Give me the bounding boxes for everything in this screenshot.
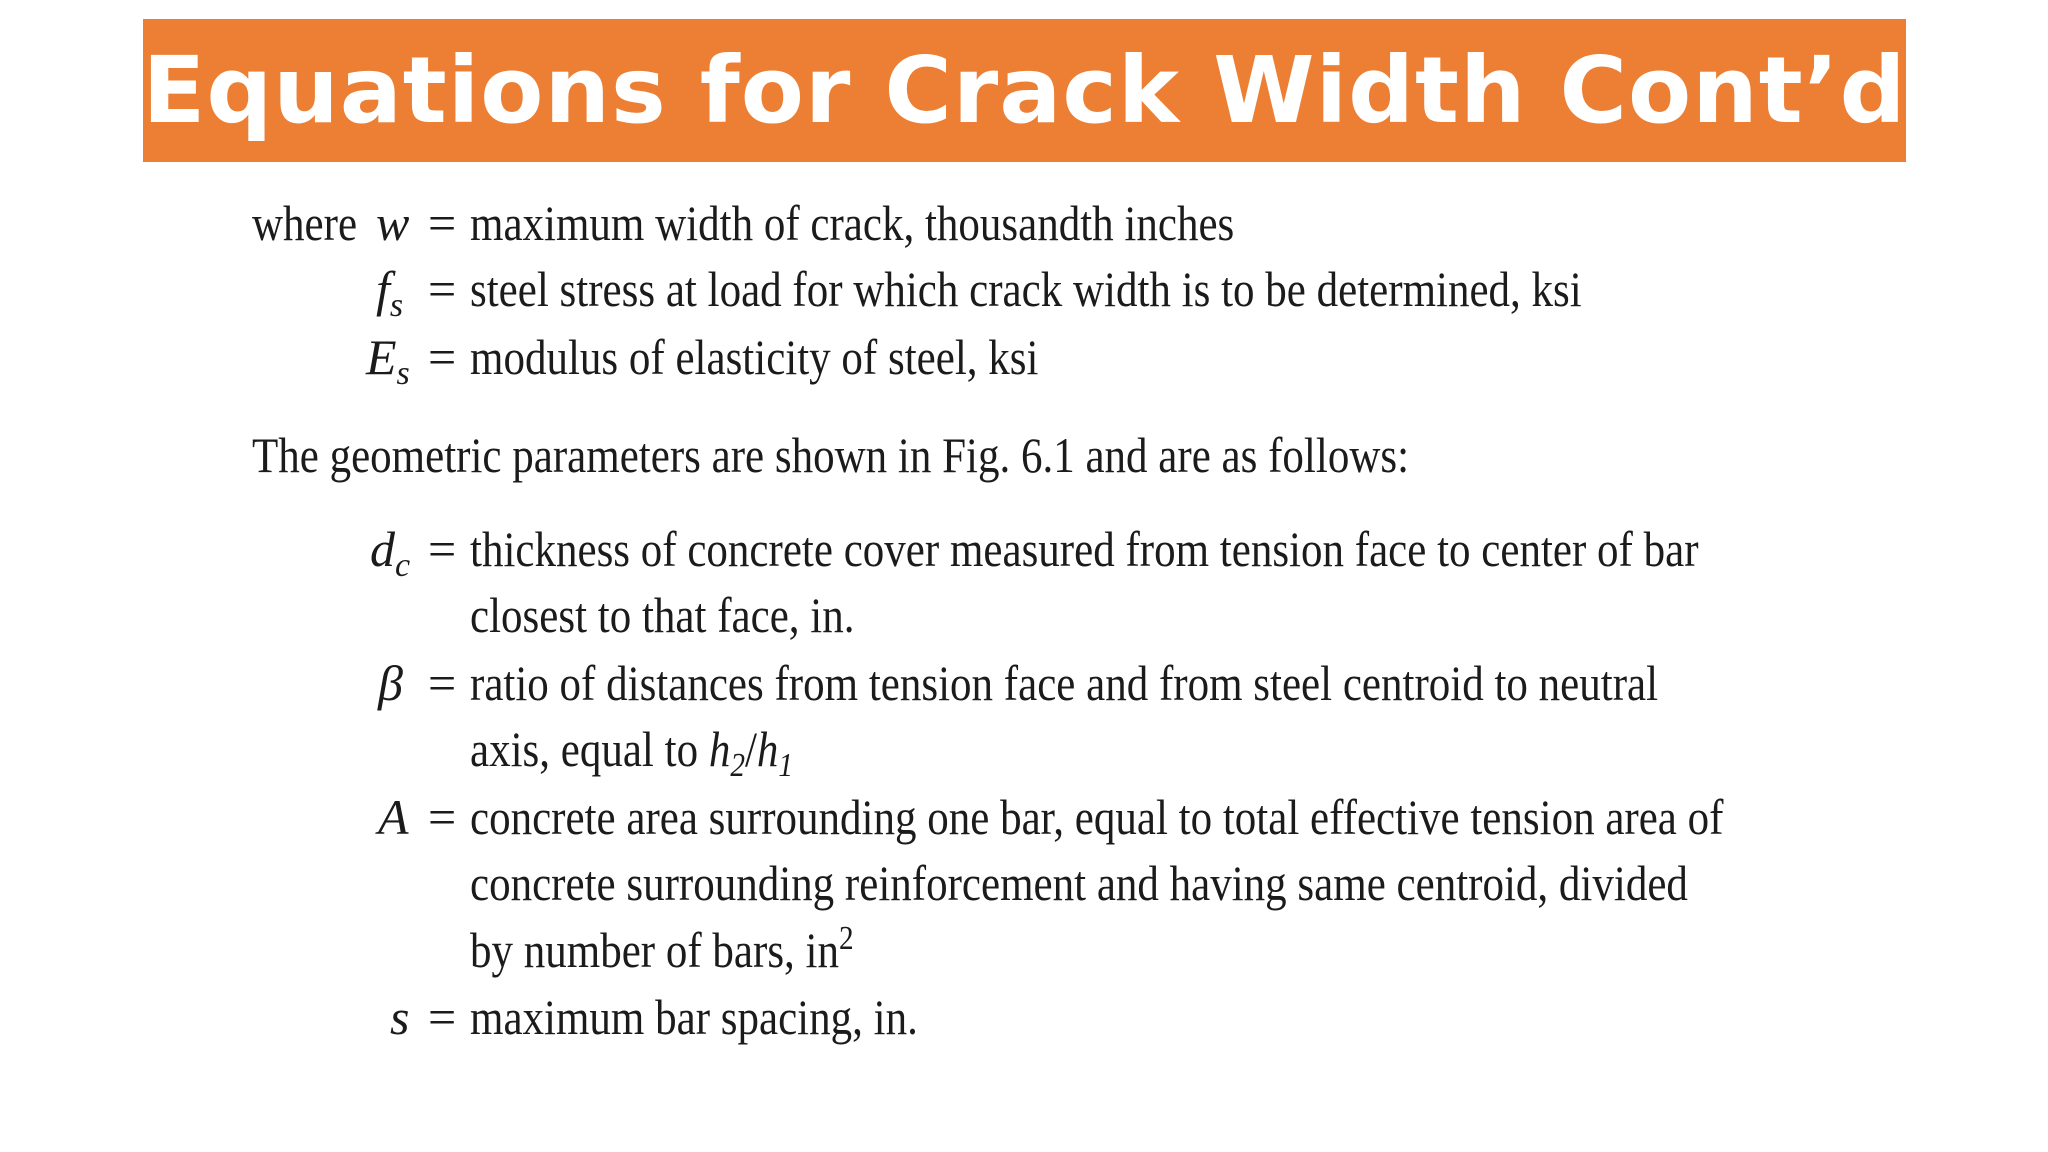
equals-sign: = [428, 989, 457, 1045]
equals-sign: = [428, 195, 457, 251]
ratio-h2: $h_2$ [708, 721, 745, 784]
symbol-s: s [390, 989, 410, 1045]
definition-text-fs: steel stress at load for which crack width is to be determined, ksi [470, 261, 1582, 317]
definition-text-w: maximum width of crack, thousandth inches [470, 195, 1235, 251]
parameter-text-s: maximum bar spacing, in. [470, 989, 918, 1045]
parameter-text-a-line2: concrete surrounding reinforcement and having same centroid, divided [470, 855, 1688, 911]
ratio-h1: $h_1$ [756, 721, 794, 784]
parameter-text-beta-line2: axis, equal to $h_2/h_1$ [470, 721, 794, 784]
parameter-text-dc-line2: closest to that face, in. [470, 587, 855, 643]
equals-sign: = [428, 655, 457, 711]
equals-sign: = [428, 789, 457, 845]
symbol-es: $E_s$ [366, 329, 410, 392]
symbol-dc: $d_c$ [370, 521, 411, 584]
lead-word: where [252, 195, 358, 251]
equals-sign: = [428, 329, 457, 385]
symbol-beta: β [378, 655, 403, 711]
parameter-text-a-line1: concrete area surrounding one bar, equal to total effective tension area of [470, 789, 1724, 845]
symbol-fs: $f_s$ [376, 261, 404, 324]
symbol-a: A [378, 789, 409, 845]
parameter-text-beta-line1: ratio of distances from tension face and from steel centroid to neutral [470, 655, 1659, 711]
definition-text-es: modulus of elasticity of steel, ksi [470, 329, 1039, 385]
equals-sign: = [428, 521, 457, 577]
symbol-w: w [376, 195, 410, 251]
parameter-text-dc-line1: thickness of concrete cover measured from tension face to center of bar [470, 521, 1699, 577]
equals-sign: = [428, 261, 457, 317]
slide-title: Equations for Crack Width Cont’d [142, 37, 1907, 144]
intro-sentence: The geometric parameters are shown in Fig. 6.1 and are as follows: [252, 427, 1410, 483]
parameter-text-a-line3: by number of bars, $in^2$ [470, 920, 854, 978]
